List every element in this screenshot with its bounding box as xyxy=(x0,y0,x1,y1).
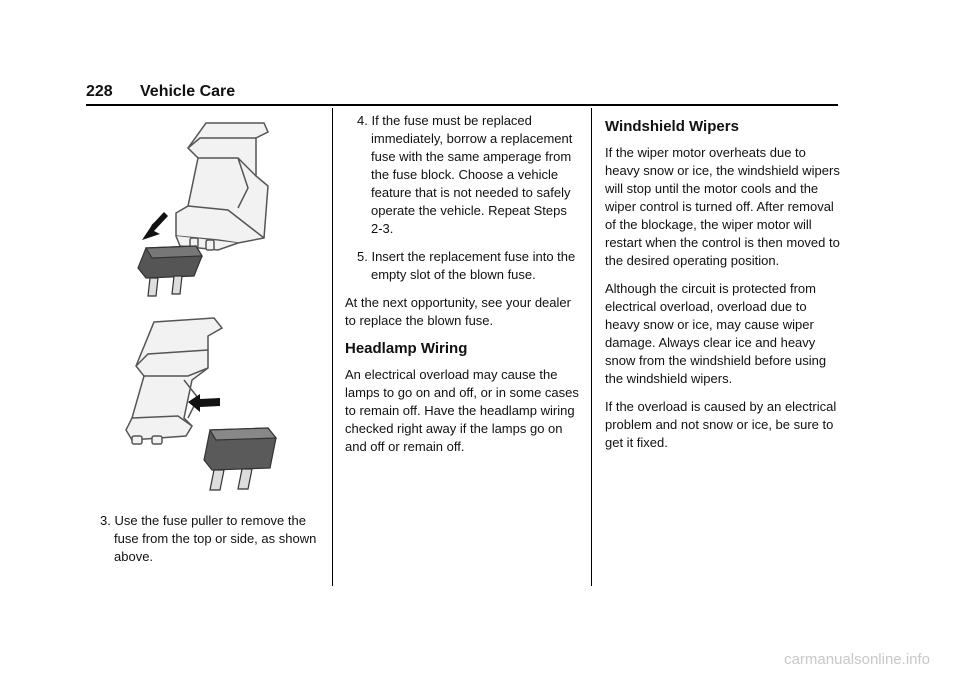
paragraph: Although the circuit is protected from electrical overload, overload due to heavy snow or ice, may cause wiper damage. Always clear ice and heavy snow from the windshield before using the windshield wipers. xyxy=(605,281,827,386)
page-number: 228 xyxy=(86,83,113,100)
column-2 xyxy=(345,112,581,466)
header-rule xyxy=(86,104,838,106)
step-3 xyxy=(88,512,324,566)
column-divider xyxy=(332,108,333,586)
step-4 xyxy=(345,112,581,238)
section-title: Vehicle Care xyxy=(140,83,236,100)
watermark: carmanualsonline.info xyxy=(784,651,930,668)
fuse-puller-icon xyxy=(88,118,324,498)
step-5 xyxy=(345,248,581,284)
step-number: 3. xyxy=(100,513,111,528)
paragraph: An electrical overload may cause the lamps to go on and off, or in some cases to remain off. Have the headlamp wiring checked right away if the lamps go on and off or remain off. xyxy=(345,367,579,454)
paragraph: At the next opportunity, see your dealer to replace the blown fuse. xyxy=(345,295,571,328)
column-divider xyxy=(591,108,592,586)
section-heading: Headlamp Wiring xyxy=(345,340,468,357)
paragraph: If the wiper motor overheats due to heavy snow or ice, the windshield wipers will stop until the motor cools and the wiper control is turned off. After removal of the blockage, the wiper motor will restart when the control is then moved to the desired operating position. xyxy=(605,145,840,268)
fuse-puller-illustration xyxy=(88,118,324,498)
column-3 xyxy=(605,112,840,462)
step-text: Insert the replacement fuse into the empty slot of the blown fuse. xyxy=(371,249,576,282)
paragraph: If the overload is caused by an electrical problem and not snow or ice, be sure to get it fixed. xyxy=(605,399,837,450)
step-text: If the fuse must be replaced immediately, borrow a replacement fuse with the same amperage from the fuse block. Choose a vehicle feature that is not needed to safely operate the vehicle. Repeat Steps 2-3. xyxy=(371,113,573,236)
section-heading: Windshield Wipers xyxy=(605,118,739,135)
step-number: 5. xyxy=(357,249,368,264)
step-text: Use the fuse puller to remove the fuse from the top or side, as shown above. xyxy=(114,513,317,564)
step-number: 4. xyxy=(357,113,368,128)
